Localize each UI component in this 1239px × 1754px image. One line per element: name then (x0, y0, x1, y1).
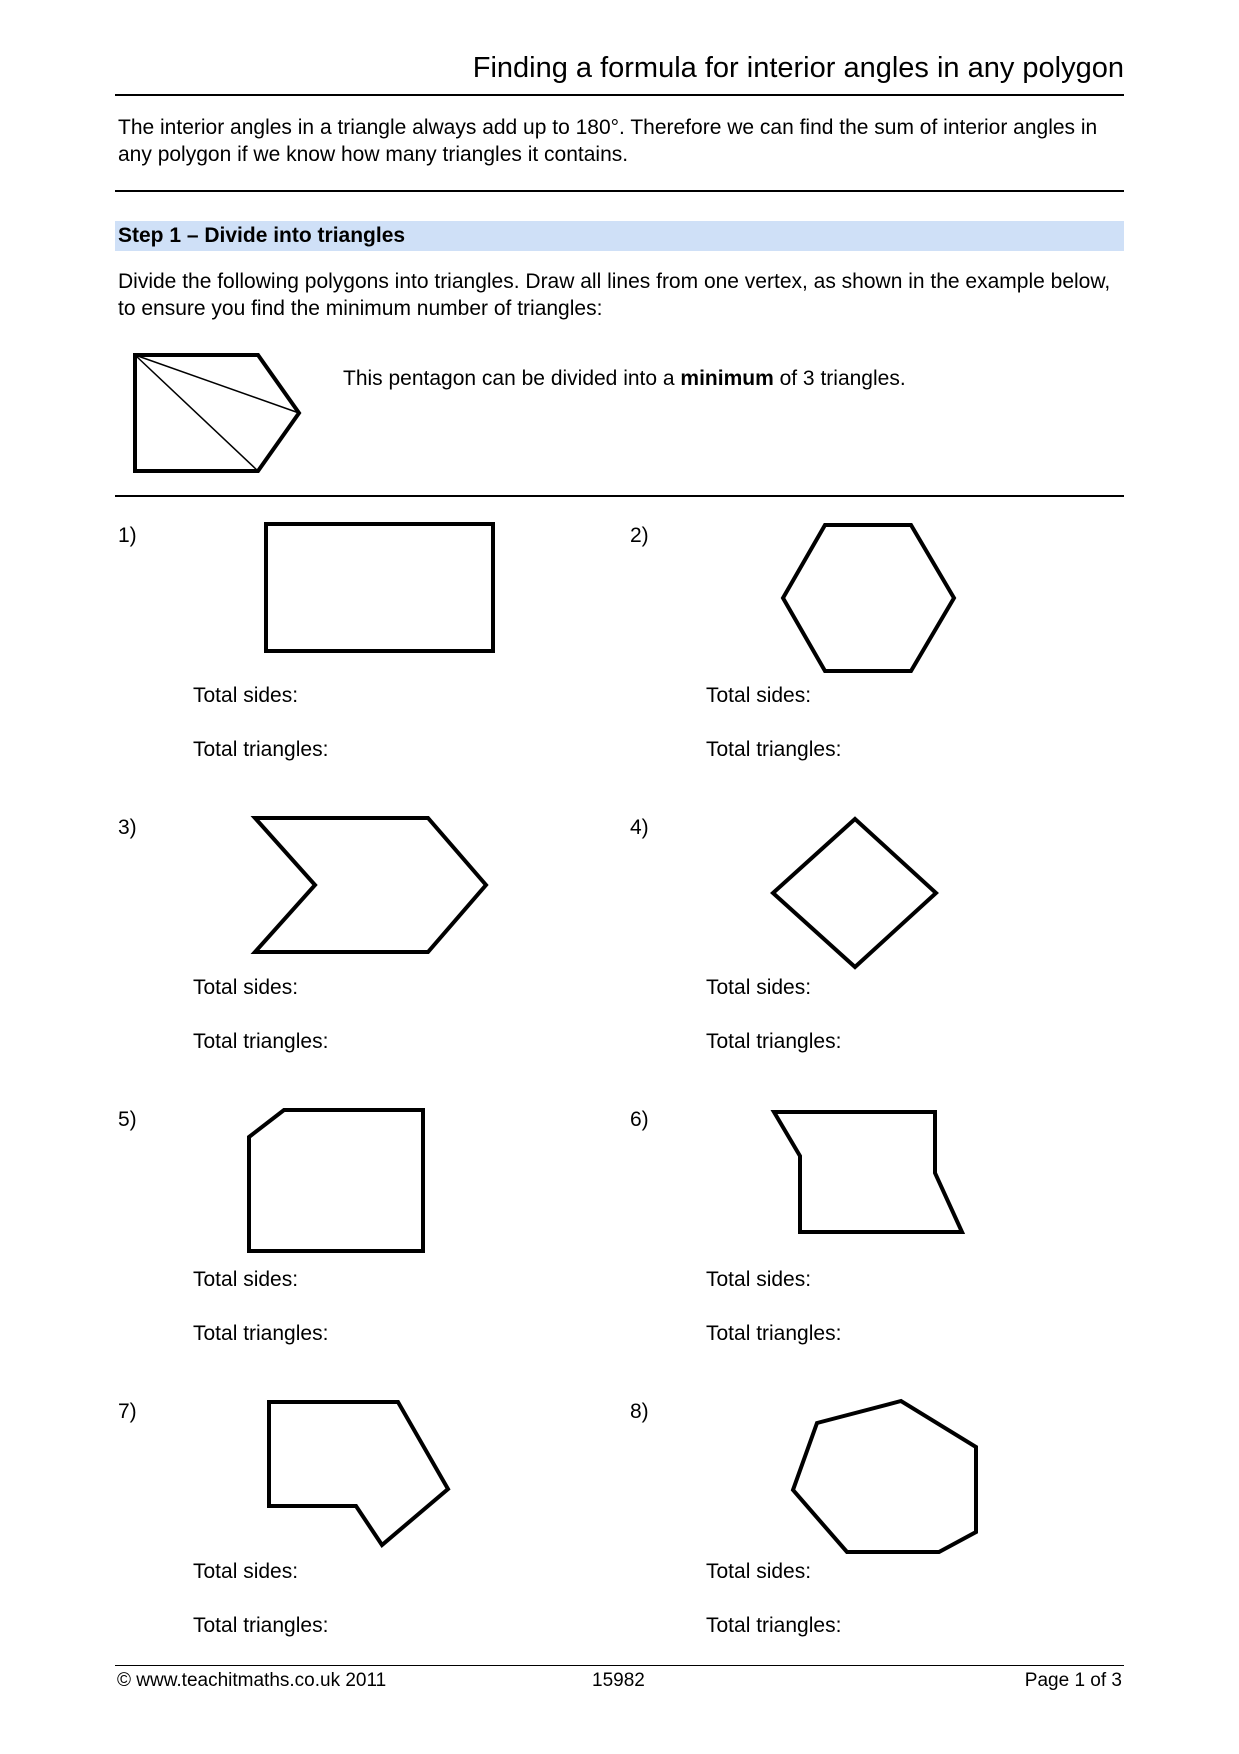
question-number: 3) (118, 816, 137, 839)
example-caption-start: This pentagon can be divided into a (343, 367, 681, 390)
total-triangles-label: Total triangles: (193, 1322, 329, 1345)
total-sides-label: Total sides: (706, 976, 812, 999)
rectangle-icon (264, 522, 496, 654)
hexagon-icon (780, 522, 956, 674)
total-sides-label: Total sides: (193, 1560, 299, 1583)
step-heading: Step 1 – Divide into triangles (118, 224, 406, 247)
total-triangles-label: Total triangles: (706, 1614, 842, 1637)
page-title: Finding a formula for interior angles in any polygon (472, 52, 1124, 84)
example-caption-end: of 3 triangles. (773, 367, 906, 390)
example-divider (115, 495, 1124, 497)
question-number: 6) (630, 1108, 649, 1131)
total-triangles-label: Total triangles: (193, 1030, 329, 1053)
total-sides-label: Total sides: (193, 1268, 299, 1291)
footer-copyright: © www.teachitmaths.co.uk 2011 (117, 1670, 387, 1691)
intro-paragraph: The interior angles in a triangle always add up to 180°. Therefore we can find the sum of interior angles in any polygon if we know how many triangles it contains. (118, 116, 1098, 166)
step-instructions: Divide the following polygons into triangles. Draw all lines from one vertex, as shown in the example below, to ensure you find the minimum number of triangles: (118, 270, 1111, 320)
total-sides-label: Total sides: (706, 1560, 812, 1583)
header-divider (115, 94, 1124, 96)
question-number: 8) (630, 1400, 649, 1423)
total-triangles-label: Total triangles: (706, 1322, 842, 1345)
question-number: 2) (630, 524, 649, 547)
arrow-hexagon-icon (250, 815, 490, 955)
intro-divider (115, 190, 1124, 192)
footer-page-number: Page 1 of 3 (1024, 1670, 1122, 1691)
example-caption (343, 367, 906, 391)
irregular-octagon-icon (790, 1398, 980, 1554)
total-sides-label: Total sides: (193, 684, 299, 707)
example-pentagon-icon (130, 350, 310, 480)
footer-divider (115, 1665, 1124, 1666)
total-sides-label: Total sides: (193, 976, 299, 999)
total-triangles-label: Total triangles: (193, 1614, 329, 1637)
question-number: 5) (118, 1108, 137, 1131)
irregular-heptagon-icon (266, 1399, 452, 1548)
example-caption-bold: minimum (680, 367, 774, 390)
total-triangles-label: Total triangles: (706, 1030, 842, 1053)
question-number: 4) (630, 816, 649, 839)
cut-corner-pentagon-icon (246, 1107, 426, 1254)
square-diamond-icon (770, 816, 940, 970)
footer-code: 15982 (592, 1670, 645, 1691)
irregular-hexagon-icon (771, 1109, 965, 1235)
total-sides-label: Total sides: (706, 1268, 812, 1291)
total-triangles-label: Total triangles: (193, 738, 329, 761)
question-number: 1) (118, 524, 137, 547)
total-triangles-label: Total triangles: (706, 738, 842, 761)
total-sides-label: Total sides: (706, 684, 812, 707)
question-number: 7) (118, 1400, 137, 1423)
